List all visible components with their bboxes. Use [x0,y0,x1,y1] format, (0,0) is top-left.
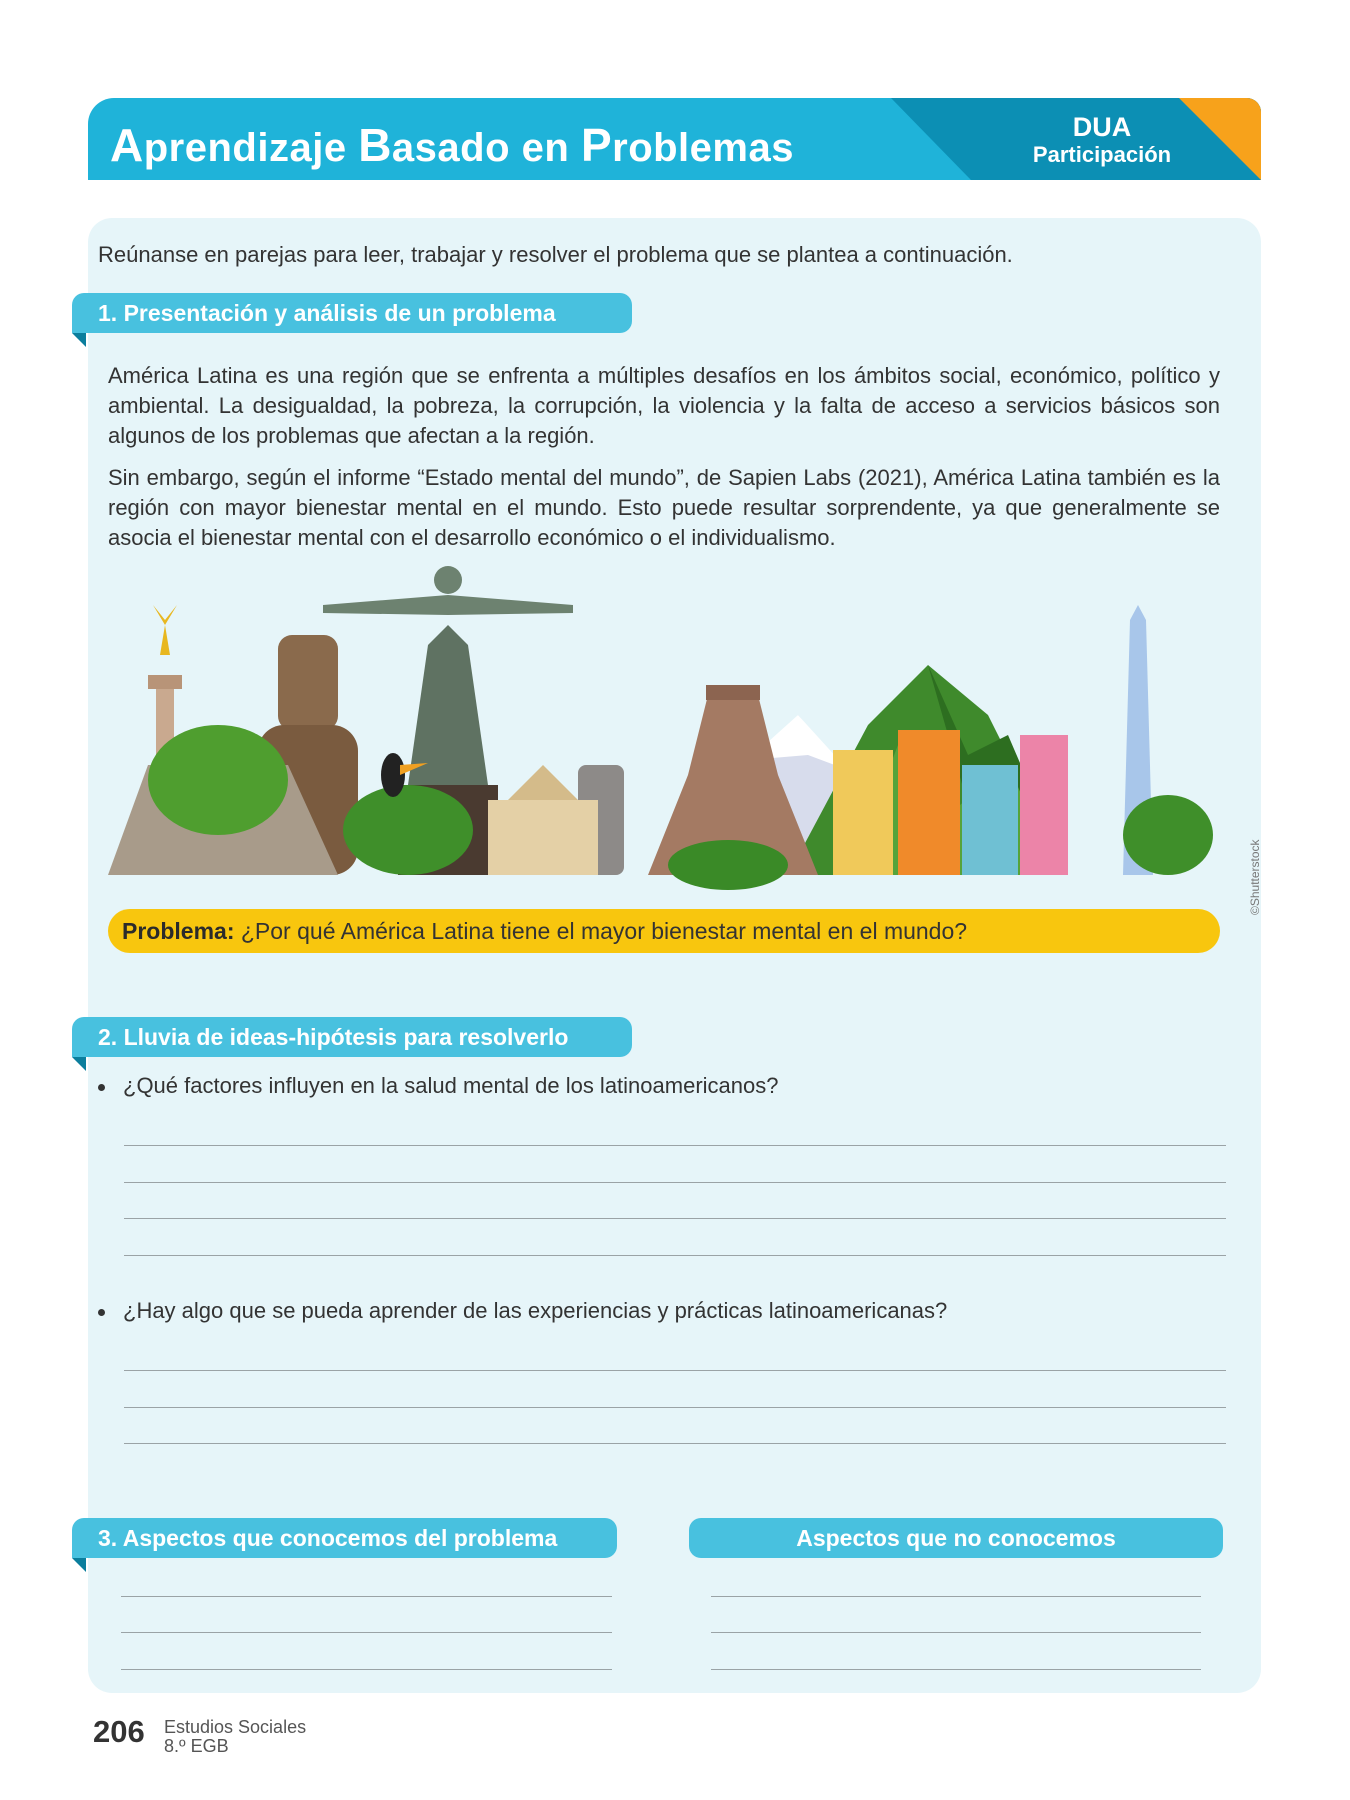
section-1-paragraph-1: América Latina es una región que se enfrenta a múltiples desafíos en los ámbitos social, económico, político y ambiental. La desigualdad, la pobreza, la corrupción, la violencia y la falta de acceso a servicios básicos son algunos de los problemas que afectan a la región. [108,363,1220,448]
known-answer-line[interactable] [121,1632,612,1633]
christ-arms [323,595,573,615]
page-title: Aprendizaje Basado en Problemas [110,119,794,171]
answer-line[interactable] [124,1182,1226,1183]
christ-body [408,625,488,785]
building-orange [898,730,960,875]
image-credit: ©Shutterstock [1248,839,1262,915]
question-2: ¿Hay algo que se pueda aprender de las experiencias y prácticas latinoamericanas? [98,1298,947,1324]
golden-angel [153,605,177,655]
dua-badge [1002,112,1202,168]
latin-america-landmarks-illustration [108,565,1220,910]
section-2-tab [72,1017,632,1057]
church [488,800,598,875]
answer-line[interactable] [124,1145,1226,1146]
unknown-aspects-title: Aspectos que no conocemos [796,1525,1116,1551]
page-number: 206 [93,1714,145,1749]
answer-line[interactable] [124,1407,1226,1408]
foliage-center [668,840,788,890]
unknown-answer-line[interactable] [711,1632,1201,1633]
unknown-aspects-tab [689,1518,1223,1558]
bullet-icon [98,1084,105,1091]
problem-statement [108,909,1220,953]
dua-subtitle: Participación [1032,142,1172,167]
answer-line[interactable] [124,1218,1226,1219]
palm-foliage-right [1123,795,1213,875]
toucan-bird [381,753,405,797]
subject-name: Estudios Sociales [164,1717,307,1737]
building-pink [1020,735,1068,875]
section-2-title: 2. Lluvia de ideas-hipótesis para resolverlo [98,1024,569,1050]
moai-head [278,635,338,730]
palm-foliage-left [148,725,288,835]
known-answer-line[interactable] [121,1596,612,1597]
unknown-answer-line[interactable] [711,1596,1201,1597]
building-blue [962,765,1018,875]
dua-title: DUA [1072,112,1132,142]
answer-line[interactable] [124,1443,1226,1444]
christ-head [434,566,462,594]
section-3-tab [72,1518,617,1558]
header-banner [88,98,1261,180]
bullet-icon [98,1309,105,1316]
section-1-title: 1. Presentación y análisis de un problema [98,300,556,326]
section-1-paragraph-2: Sin embargo, según el informe “Estado mental del mundo”, de Sapien Labs (2021), América Latina también es la región con mayor bienestar mental en el mundo. Esto puede resultar sorprendente, ya que generalmente se asocia el bienestar mental con el desarrollo económico o el individualismo. [108,465,1220,550]
known-answer-line[interactable] [121,1669,612,1670]
footer-subject [164,1718,306,1756]
problem-label: Problema: [122,918,235,944]
building-yellow [833,750,893,875]
section-3-title: 3. Aspectos que conocemos del problema [98,1525,558,1551]
grade-label: 8.º EGB [164,1736,229,1756]
section-1-tab [72,293,632,333]
intro-instruction: Reúnanse en parejas para leer, trabajar y resolver el problema que se plantea a continuación. [98,242,1013,267]
palm-foliage-middle [343,785,473,875]
question-1: ¿Qué factores influyen en la salud mental de los latinoamericanos? [98,1073,778,1099]
problem-text: ¿Por qué América Latina tiene el mayor bienestar mental en el mundo? [234,918,968,944]
unknown-answer-line[interactable] [711,1669,1201,1670]
answer-line[interactable] [124,1255,1226,1256]
answer-line[interactable] [124,1370,1226,1371]
